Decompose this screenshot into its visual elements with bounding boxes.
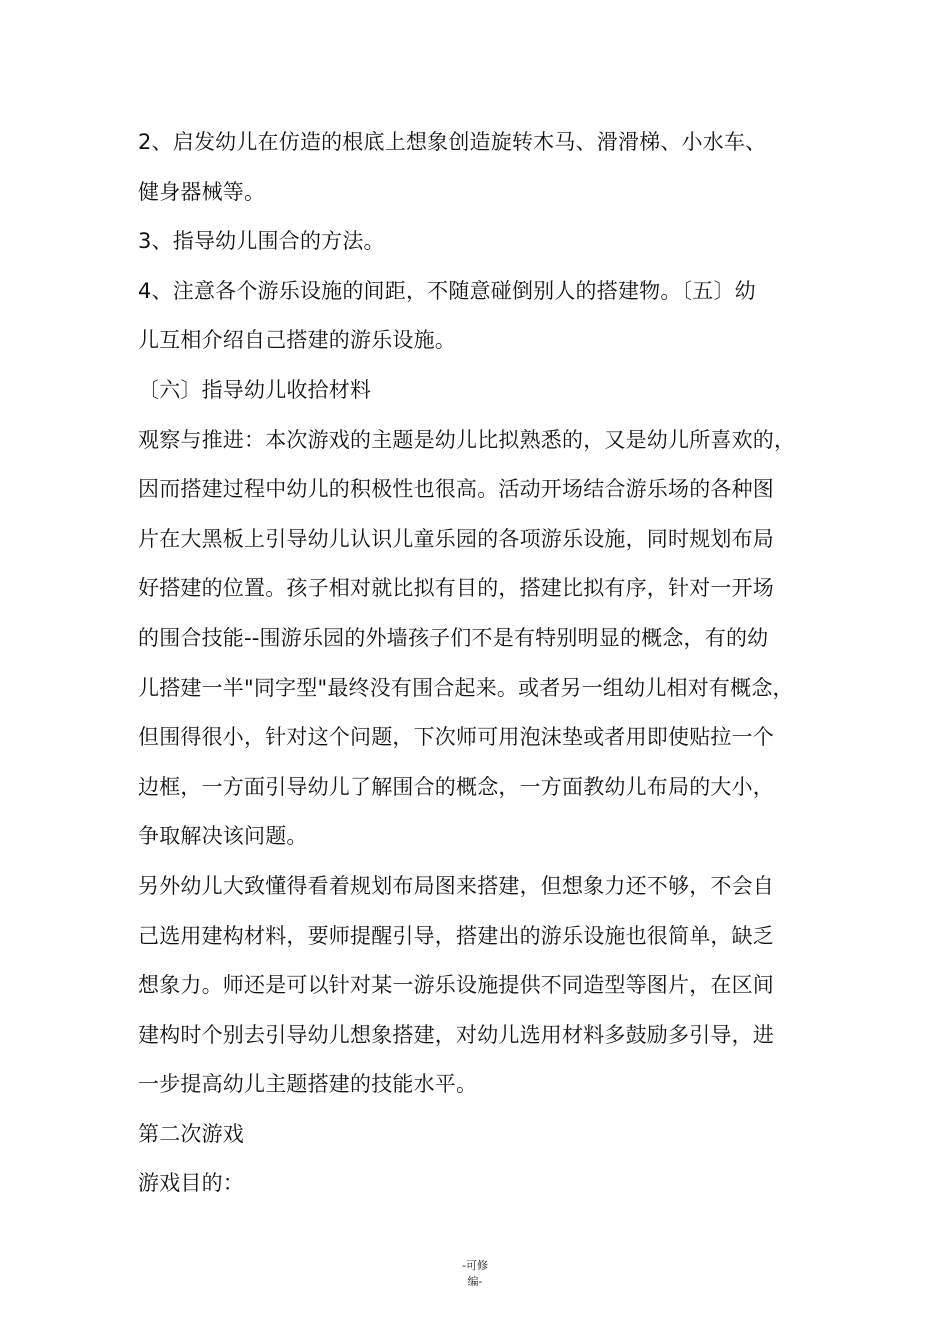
text-line-19: 建构时个别去引导幼儿想象搭建，对幼儿选用材料多鼓励多引导，进 [138,1022,774,1047]
text-line-7: 观察与推进：本次游戏的主题是幼儿比拟熟悉的，又是幼儿所喜欢的， [138,427,796,452]
text-line-8: 因而搭建过程中幼儿的积极性也很高。活动开场结合游乐场的各种图 [138,477,774,502]
page-footer [0,1258,950,1290]
text-line-4: 4、注意各个游乐设施的间距，不随意碰倒别人的搭建物。〔五〕幼 [138,278,756,303]
text-line-15: 争取解决该问题。 [138,824,308,849]
text-line-9: 片在大黑板上引导幼儿认识儿童乐园的各项游乐设施，同时规划布局 [138,526,774,551]
text-line-16: 另外幼儿大致懂得看着规划布局图来搭建，但想象力还不够，不会自 [138,873,774,898]
text-line-20: 一步提高幼儿主题搭建的技能水平。 [138,1072,478,1097]
section-heading: 第二次游戏 [138,1121,244,1146]
text-line-11: 的围合技能--围游乐园的外墙孩子们不是有特别明显的概念，有的幼 [138,625,769,650]
subsection-heading: 游戏目的： [138,1171,244,1196]
text-line-14: 边框，一方面引导幼儿了解围合的概念，一方面教幼儿布局的大小， [138,774,774,799]
document-body [138,118,828,1209]
footer-line-2: 编- [467,1275,483,1288]
text-line-12: 儿搭建一半"同字型"最终没有围合起来。或者另一组幼儿相对有概念， [138,675,794,700]
footer-line-1: -可修 [462,1259,488,1272]
text-line-18: 想象力。师还是可以针对某一游乐设施提供不同造型等图片，在区间 [138,973,774,998]
text-line-6: 〔六〕指导幼儿收拾材料 [138,377,372,402]
text-line-17: 己选用建构材料，要师提醒引导，搭建出的游乐设施也很简单，缺乏 [138,923,774,948]
text-line-3: 3、指导幼儿围合的方法。 [138,229,385,254]
text-line-13: 但围得很小，针对这个问题，下次师可用泡沫垫或者用即使贴拉一个 [138,725,774,750]
text-line-2: 健身器械等。 [138,179,266,204]
text-line-5: 儿互相介绍自己搭建的游乐设施。 [138,328,456,353]
text-line-10: 好搭建的位置。孩子相对就比拟有目的，搭建比拟有序，针对一开场 [138,576,774,601]
text-line-1: 2、启发幼儿在仿造的根底上想象创造旋转木马、滑滑梯、小水车、 [138,130,767,154]
